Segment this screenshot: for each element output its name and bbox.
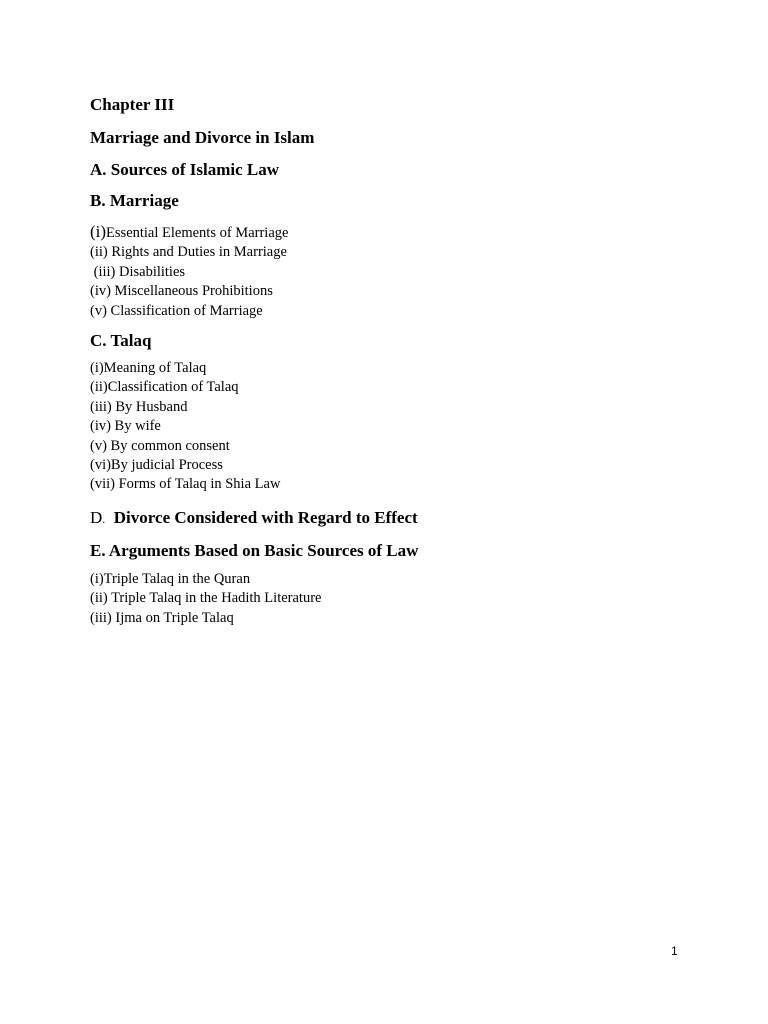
list-item: (i)Meaning of Talaq — [90, 360, 207, 376]
list-item: (vi)By judicial Process — [90, 457, 223, 474]
list-item: (iii) By Husband — [90, 398, 188, 415]
list-item: (v) Classification of Marriage — [90, 302, 263, 319]
section-d-heading — [90, 509, 418, 526]
chapter-title: Chapter III — [90, 95, 175, 114]
section-c-list — [90, 359, 280, 495]
section-b-list — [90, 222, 288, 321]
list-item-numeral: (i) — [90, 222, 107, 241]
section-e-list — [90, 570, 321, 628]
list-item: (ii)Classification of Talaq — [90, 379, 239, 396]
list-item: (iv) By wife — [90, 418, 161, 435]
chapter-subtitle: Marriage and Divorce in Islam — [90, 128, 315, 147]
list-item: (iii) Disabilities — [90, 263, 186, 280]
section-b-heading: B. Marriage — [90, 191, 179, 210]
list-item: (i)Triple Talaq in the Quran — [90, 571, 251, 587]
section-e-heading: E. Arguments Based on Basic Sources of Law — [90, 541, 419, 560]
section-d-letter: D — [90, 508, 103, 527]
list-item: (ii) Rights and Duties in Marriage — [90, 244, 287, 261]
list-item: (v) By common consent — [90, 437, 230, 454]
section-a-heading: A. Sources of Islamic Law — [90, 160, 280, 179]
list-item-text: Essential Elements of Marriage — [106, 225, 289, 241]
list-item: (iv) Miscellaneous Prohibitions — [90, 283, 273, 300]
list-item: (vii) Forms of Talaq in Shia Law — [90, 476, 281, 493]
list-item: (iii) Ijma on Triple Talaq — [90, 609, 234, 626]
section-d-dot: . — [102, 512, 106, 526]
list-item — [90, 222, 288, 243]
section-d-text: Divorce Considered with Regard to Effect — [105, 508, 418, 527]
section-c-heading: C. Talaq — [90, 331, 152, 350]
list-item: (ii) Triple Talaq in the Hadith Literature — [90, 590, 322, 607]
page-number: 1 — [671, 944, 678, 958]
